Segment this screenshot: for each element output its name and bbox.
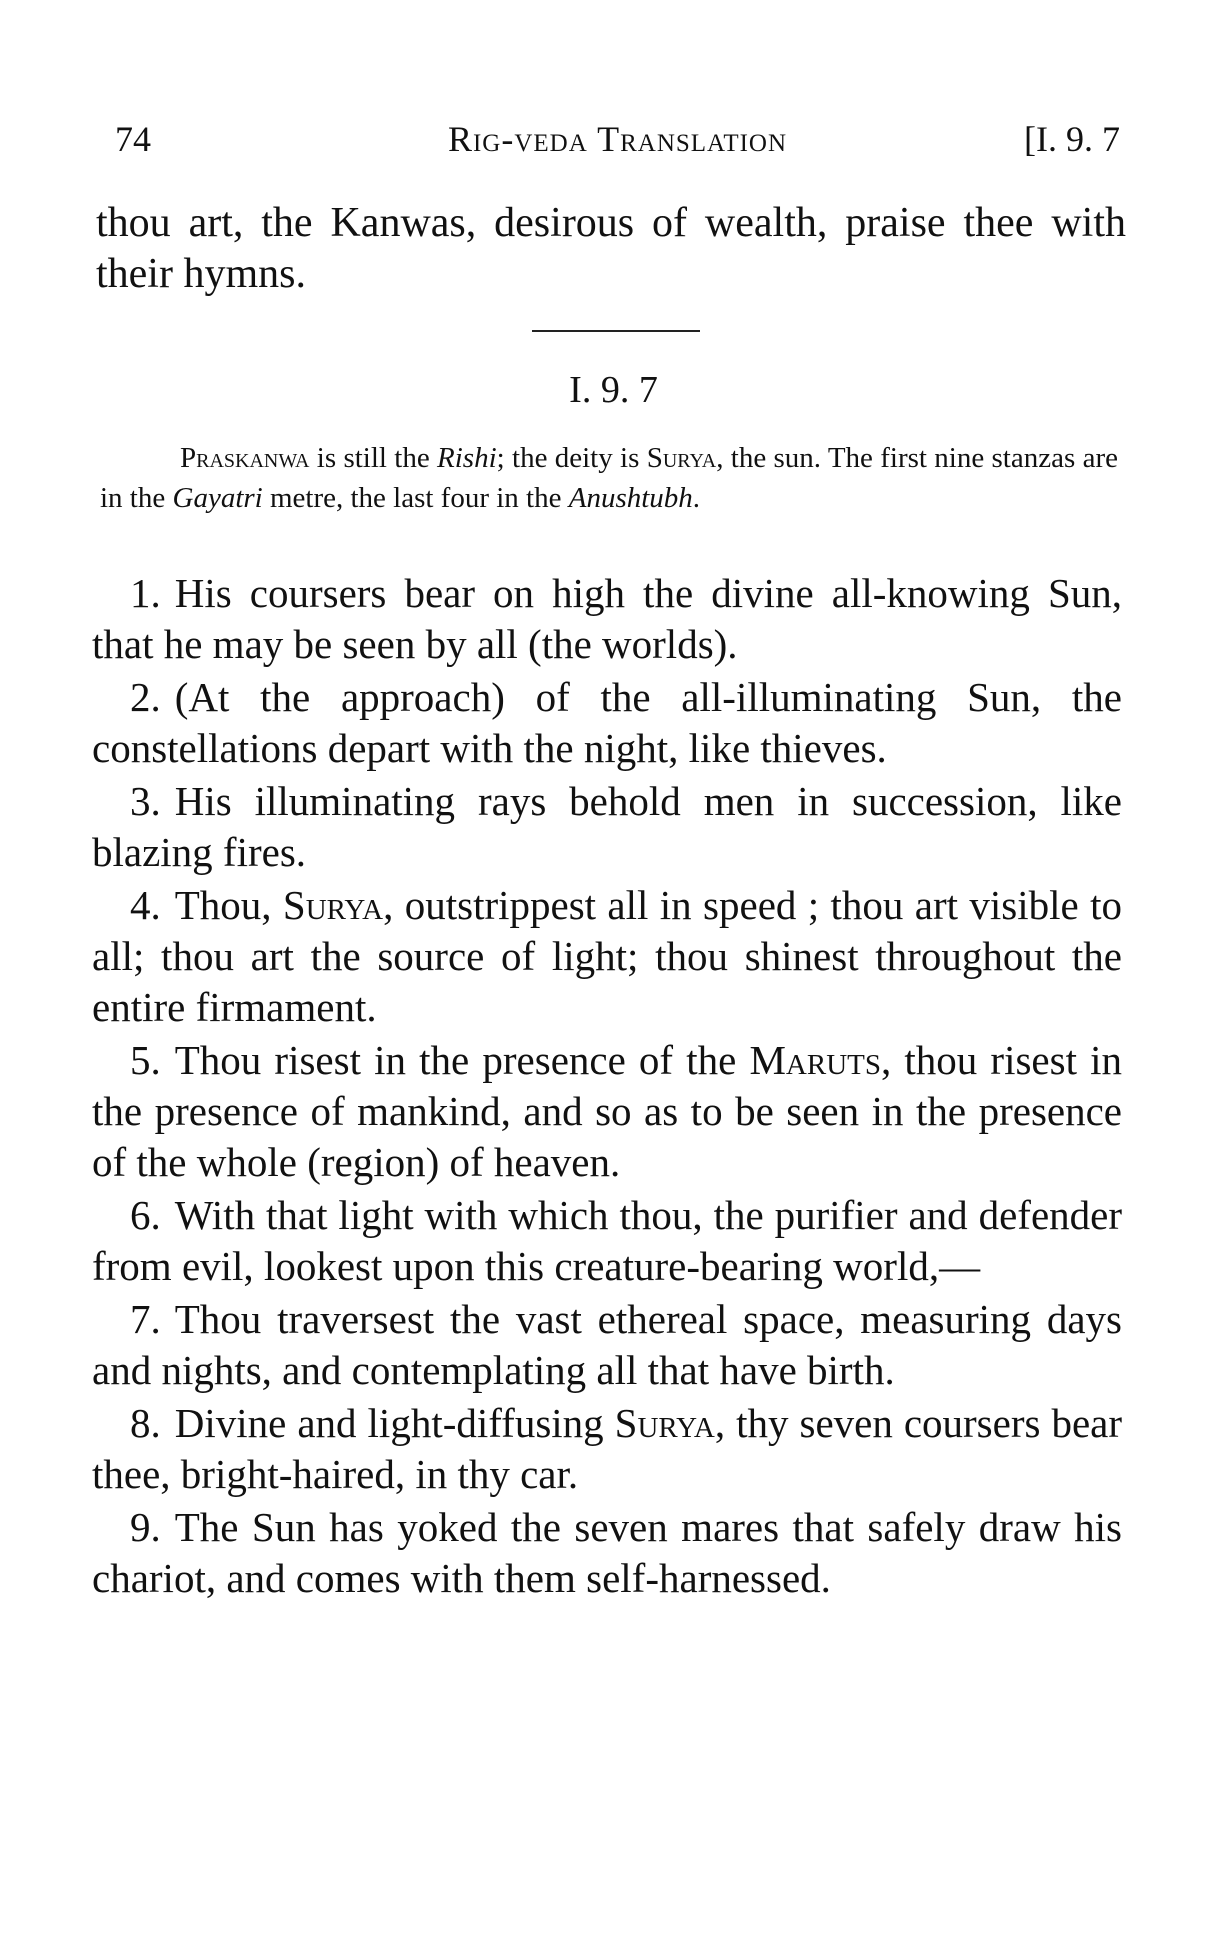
verse [92, 1294, 1122, 1396]
verse-number: 3. [130, 778, 161, 824]
verse-text: His coursers bear on high the divine all-knowing Sun, that he may be seen by all (the worlds). [92, 570, 1122, 667]
intro-text: is still the [309, 442, 438, 474]
verse-number: 9. [130, 1504, 161, 1550]
deity-name: Surya [646, 442, 717, 474]
verse-number: 8. [130, 1400, 161, 1446]
intro-text: . [692, 482, 701, 514]
verse-text: Thou, [174, 882, 283, 928]
verse-list [92, 568, 1122, 1606]
running-head [115, 118, 1120, 164]
verse-number: 7. [130, 1296, 161, 1342]
rishi-name: Praskanwa [180, 442, 310, 474]
intro-text: metre, the last four in the [262, 482, 569, 514]
hymn-introduction [100, 438, 1118, 518]
verse-text: Divine and light-diffusing [174, 1400, 615, 1446]
section-divider [532, 330, 700, 332]
verse-text: With that light with which thou, the purifier and defender from evil, lookest upon this creature-bearing world,— [92, 1192, 1122, 1289]
verse-number: 4. [130, 882, 161, 928]
deity-name: Surya [282, 882, 384, 928]
verse [92, 568, 1122, 670]
verse [92, 1190, 1122, 1292]
running-title: Rig-veda Translation [447, 119, 788, 159]
verse [92, 1398, 1122, 1500]
verse-text: , thy seven coursers bear thee, bright-haired, in thy car. [92, 1400, 1122, 1497]
deity-name: Surya [614, 1400, 715, 1446]
verse-text: (At the approach) of the all-illuminating Sun, the constellations depart with the night, like thieves. [92, 674, 1122, 771]
metre-name: Anushtubh [568, 482, 693, 514]
verse-number: 2. [130, 674, 161, 720]
verse-text: Thou traversest the vast ethereal space, measuring days and nights, and contemplating all that have birth. [92, 1296, 1122, 1393]
page-number: 74 [115, 119, 151, 159]
verse-text: The Sun has yoked the seven mares that safely draw his chariot, and comes with them self-harnessed. [92, 1504, 1122, 1601]
verse [92, 672, 1122, 774]
verse-number: 5. [130, 1037, 161, 1083]
verse-text: , thou risest in the presence of mankind, and so as to be seen in the presence of the whole (region) of heaven. [92, 1037, 1123, 1185]
intro-text: , the sun. The first nine stanzas are in the [100, 442, 1118, 514]
intro-text: ; the deity is [496, 442, 647, 474]
verse-text: Thou risest in the presence of the [174, 1037, 750, 1083]
deity-name: Maruts [749, 1037, 881, 1083]
verse-number: 1. [130, 570, 161, 616]
rishi-term: Rishi [437, 442, 497, 474]
verse [92, 880, 1122, 1033]
verse-number: 6. [130, 1192, 161, 1238]
verse [92, 1502, 1122, 1604]
section-reference: [I. 9. 7 [1024, 119, 1120, 159]
verse [92, 1035, 1122, 1188]
verse [92, 776, 1122, 878]
verse-text: His illuminating rays behold men in succession, like blazing fires. [92, 778, 1122, 875]
hymn-number: I. 9. 7 [569, 369, 658, 411]
continuation-paragraph: thou art, the Kanwas, desirous of wealth, praise thee with their hymns. [96, 200, 1126, 297]
metre-name: Gayatri [172, 482, 263, 514]
verse-text: , outstrippest all in speed ; thou art visible to all; thou art the source of light; thou shinest throughout the entire firmament. [92, 882, 1122, 1030]
